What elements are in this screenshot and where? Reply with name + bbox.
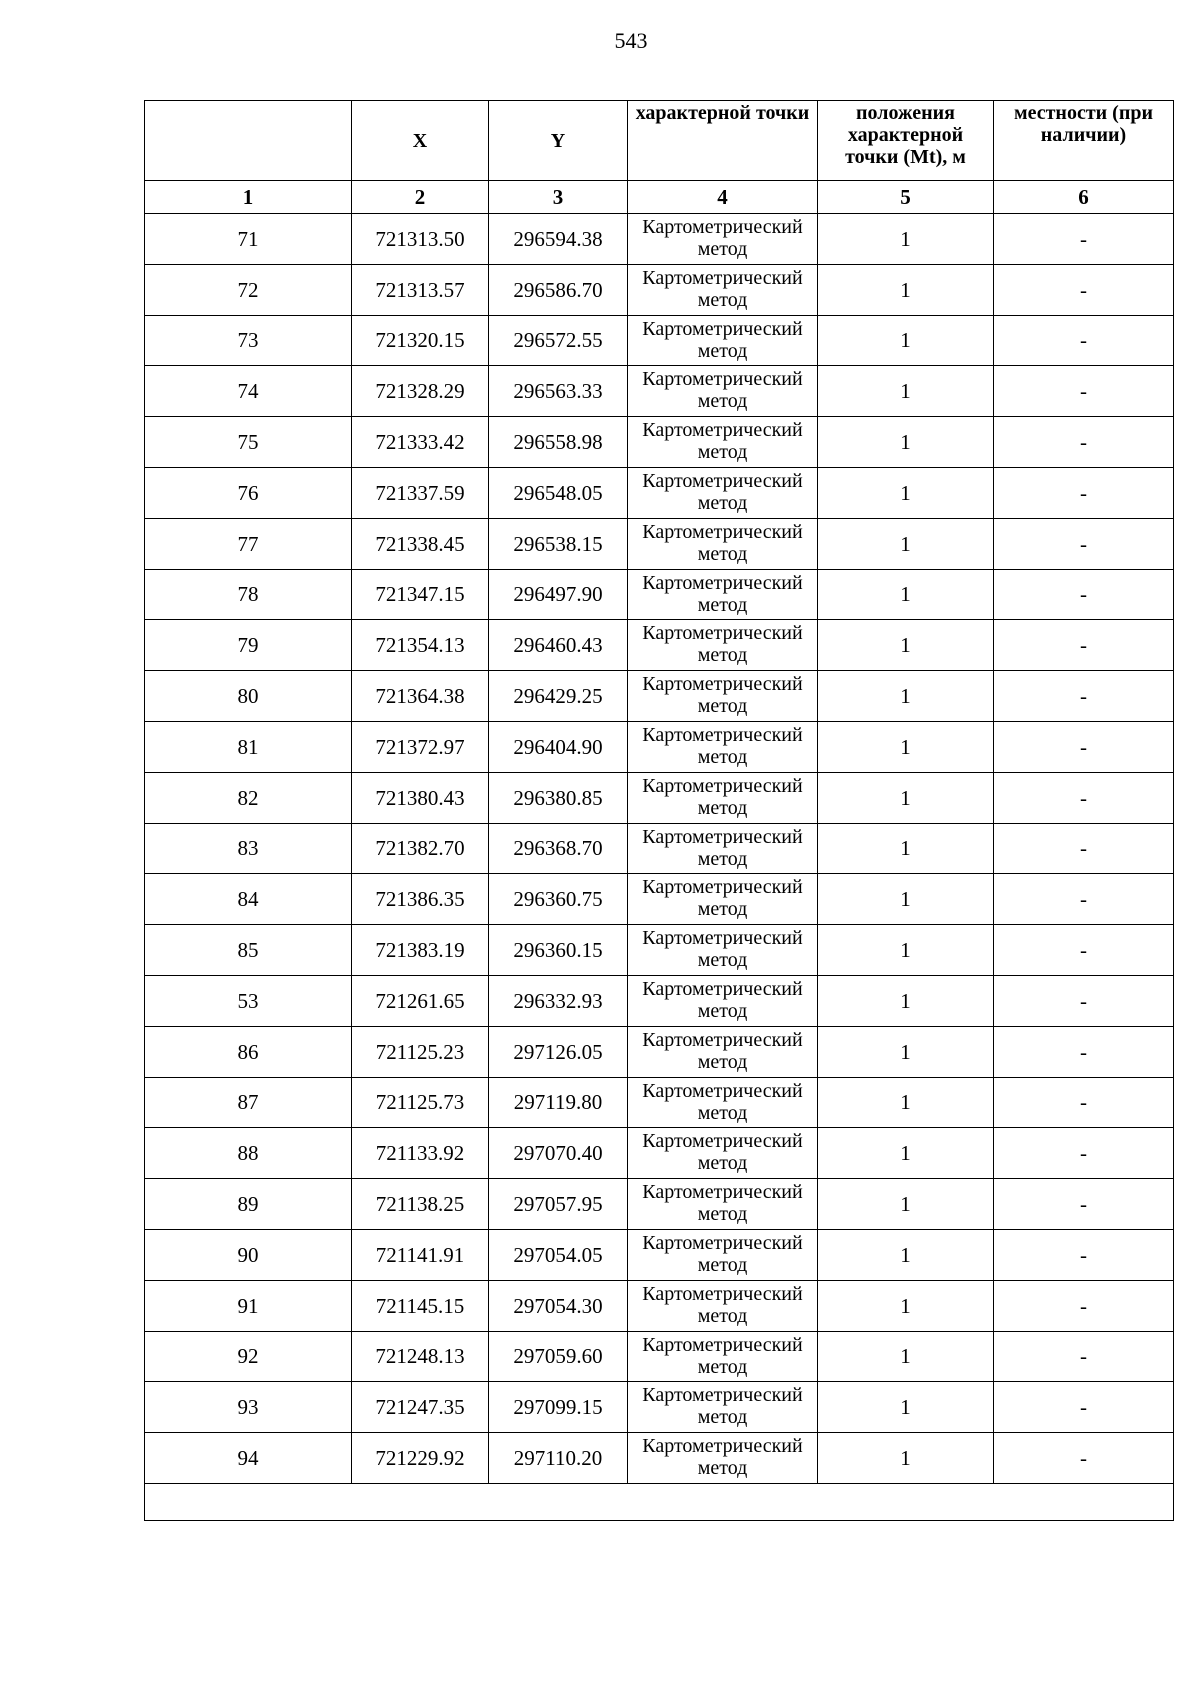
y-coordinate-cell: 297126.05 xyxy=(489,1026,628,1077)
method-text: Картометрический метод xyxy=(642,1333,803,1378)
method-cell xyxy=(628,1026,818,1077)
header-method: характерной точки xyxy=(628,101,818,181)
x-coordinate-cell: 721354.13 xyxy=(352,620,489,671)
description-cell: - xyxy=(994,518,1174,569)
method-cell xyxy=(628,417,818,468)
table-row xyxy=(145,1128,1174,1179)
point-number-cell: 82 xyxy=(145,772,352,823)
x-coordinate-cell: 721320.15 xyxy=(352,315,489,366)
description-cell: - xyxy=(994,874,1174,925)
accuracy-cell: 1 xyxy=(818,1128,994,1179)
description-cell: - xyxy=(994,315,1174,366)
x-coordinate-cell: 721383.19 xyxy=(352,925,489,976)
y-coordinate-cell: 297057.95 xyxy=(489,1179,628,1230)
x-coordinate-cell: 721380.43 xyxy=(352,772,489,823)
method-cell xyxy=(628,1331,818,1382)
method-text: Картометрический метод xyxy=(642,1231,803,1276)
description-cell: - xyxy=(994,1026,1174,1077)
y-coordinate-cell: 296586.70 xyxy=(489,264,628,315)
accuracy-cell: 1 xyxy=(818,1382,994,1433)
table-row xyxy=(145,671,1174,722)
table-row xyxy=(145,772,1174,823)
method-text: Картометрический метод xyxy=(642,1181,803,1226)
y-coordinate-cell: 296548.05 xyxy=(489,467,628,518)
accuracy-cell: 1 xyxy=(818,366,994,417)
method-text: Картометрический метод xyxy=(642,673,803,718)
method-text: Картометрический метод xyxy=(642,368,803,413)
method-cell xyxy=(628,214,818,265)
accuracy-cell: 1 xyxy=(818,214,994,265)
description-cell: - xyxy=(994,1128,1174,1179)
method-text: Картометрический метод xyxy=(642,419,803,464)
y-coordinate-cell: 296429.25 xyxy=(489,671,628,722)
accuracy-cell: 1 xyxy=(818,467,994,518)
table-row xyxy=(145,925,1174,976)
method-text: Картометрический метод xyxy=(642,622,803,667)
method-cell xyxy=(628,772,818,823)
x-coordinate-cell: 721125.73 xyxy=(352,1077,489,1128)
column-number: 5 xyxy=(818,181,994,214)
method-text: Картометрический метод xyxy=(642,723,803,768)
y-coordinate-cell: 297099.15 xyxy=(489,1382,628,1433)
accuracy-cell: 1 xyxy=(818,874,994,925)
point-number-cell: 92 xyxy=(145,1331,352,1382)
y-coordinate-cell: 297110.20 xyxy=(489,1433,628,1484)
method-text: Картометрический метод xyxy=(642,216,803,260)
y-coordinate-cell: 296332.93 xyxy=(489,975,628,1026)
table-row xyxy=(145,1382,1174,1433)
table-row xyxy=(145,417,1174,468)
y-coordinate-cell: 296558.98 xyxy=(489,417,628,468)
table-footer-row xyxy=(145,1483,1174,1520)
method-cell xyxy=(628,1433,818,1484)
header-point-number xyxy=(145,101,352,181)
page-number: 543 xyxy=(614,28,648,53)
method-text: Картометрический метод xyxy=(642,876,803,921)
y-coordinate-cell: 296497.90 xyxy=(489,569,628,620)
point-number-cell: 85 xyxy=(145,925,352,976)
accuracy-cell: 1 xyxy=(818,315,994,366)
accuracy-cell: 1 xyxy=(818,1229,994,1280)
description-cell: - xyxy=(994,925,1174,976)
x-coordinate-cell: 721261.65 xyxy=(352,975,489,1026)
description-cell: - xyxy=(994,671,1174,722)
y-coordinate-cell: 296572.55 xyxy=(489,315,628,366)
description-cell: - xyxy=(994,1382,1174,1433)
x-coordinate-cell: 721338.45 xyxy=(352,518,489,569)
method-text: Картометрический метод xyxy=(642,266,803,311)
table-row xyxy=(145,1331,1174,1382)
x-coordinate-cell: 721125.23 xyxy=(352,1026,489,1077)
x-coordinate-cell: 721145.15 xyxy=(352,1280,489,1331)
description-cell: - xyxy=(994,366,1174,417)
method-cell xyxy=(628,925,818,976)
point-number-cell: 89 xyxy=(145,1179,352,1230)
point-number-cell: 76 xyxy=(145,467,352,518)
description-cell: - xyxy=(994,721,1174,772)
method-cell xyxy=(628,823,818,874)
x-coordinate-cell: 721382.70 xyxy=(352,823,489,874)
method-text: Картометрический метод xyxy=(642,1435,803,1480)
accuracy-cell: 1 xyxy=(818,264,994,315)
method-cell xyxy=(628,874,818,925)
method-cell xyxy=(628,1280,818,1331)
header-description: местности (при наличии) xyxy=(994,101,1174,181)
point-number-cell: 94 xyxy=(145,1433,352,1484)
y-coordinate-cell: 296360.75 xyxy=(489,874,628,925)
x-coordinate-cell: 721364.38 xyxy=(352,671,489,722)
method-text: Картометрический метод xyxy=(642,825,803,870)
method-cell xyxy=(628,569,818,620)
table-row xyxy=(145,1179,1174,1230)
method-text: Картометрический метод xyxy=(642,1130,803,1175)
accuracy-cell: 1 xyxy=(818,925,994,976)
accuracy-cell: 1 xyxy=(818,1331,994,1382)
method-text: Картометрический метод xyxy=(642,927,803,972)
description-cell: - xyxy=(994,569,1174,620)
method-cell xyxy=(628,975,818,1026)
description-cell: - xyxy=(994,772,1174,823)
x-coordinate-cell: 721386.35 xyxy=(352,874,489,925)
column-number: 3 xyxy=(489,181,628,214)
table-row xyxy=(145,975,1174,1026)
table-header-row xyxy=(145,101,1174,181)
accuracy-cell: 1 xyxy=(818,671,994,722)
table-row xyxy=(145,264,1174,315)
point-number-cell: 81 xyxy=(145,721,352,772)
point-number-cell: 90 xyxy=(145,1229,352,1280)
description-cell: - xyxy=(994,975,1174,1026)
coordinates-table xyxy=(144,100,1174,1521)
column-number: 4 xyxy=(628,181,818,214)
accuracy-cell: 1 xyxy=(818,1433,994,1484)
table-row xyxy=(145,620,1174,671)
y-coordinate-cell: 296368.70 xyxy=(489,823,628,874)
x-coordinate-cell: 721133.92 xyxy=(352,1128,489,1179)
accuracy-cell: 1 xyxy=(818,417,994,468)
point-number-cell: 72 xyxy=(145,264,352,315)
accuracy-cell: 1 xyxy=(818,721,994,772)
header-accuracy: положения характерной точки (Mt), м xyxy=(818,101,994,181)
y-coordinate-cell: 296404.90 xyxy=(489,721,628,772)
column-number: 2 xyxy=(352,181,489,214)
description-cell: - xyxy=(994,1433,1174,1484)
table-row xyxy=(145,315,1174,366)
table-row xyxy=(145,1229,1174,1280)
x-coordinate-cell: 721141.91 xyxy=(352,1229,489,1280)
x-coordinate-cell: 721313.50 xyxy=(352,214,489,265)
description-cell: - xyxy=(994,1280,1174,1331)
point-number-cell: 88 xyxy=(145,1128,352,1179)
y-coordinate-cell: 297054.05 xyxy=(489,1229,628,1280)
column-number-row xyxy=(145,181,1174,214)
table-row xyxy=(145,518,1174,569)
x-coordinate-cell: 721138.25 xyxy=(352,1179,489,1230)
description-cell: - xyxy=(994,417,1174,468)
table-row xyxy=(145,366,1174,417)
method-cell xyxy=(628,518,818,569)
point-number-cell: 74 xyxy=(145,366,352,417)
y-coordinate-cell: 297059.60 xyxy=(489,1331,628,1382)
description-cell: - xyxy=(994,1077,1174,1128)
method-text: Картометрический метод xyxy=(642,774,803,819)
method-cell xyxy=(628,721,818,772)
point-number-cell: 93 xyxy=(145,1382,352,1433)
method-cell xyxy=(628,671,818,722)
point-number-cell: 91 xyxy=(145,1280,352,1331)
description-cell: - xyxy=(994,1179,1174,1230)
description-cell: - xyxy=(994,1229,1174,1280)
point-number-cell: 80 xyxy=(145,671,352,722)
x-coordinate-cell: 721337.59 xyxy=(352,467,489,518)
table-row xyxy=(145,874,1174,925)
x-coordinate-cell: 721248.13 xyxy=(352,1331,489,1382)
method-cell xyxy=(628,1077,818,1128)
header-y: Y xyxy=(489,101,628,181)
description-cell: - xyxy=(994,467,1174,518)
point-number-cell: 84 xyxy=(145,874,352,925)
method-cell xyxy=(628,264,818,315)
accuracy-cell: 1 xyxy=(818,772,994,823)
description-cell: - xyxy=(994,1331,1174,1382)
table-row xyxy=(145,823,1174,874)
description-cell: - xyxy=(994,620,1174,671)
method-text: Картометрический метод xyxy=(642,469,803,514)
description-cell: - xyxy=(994,264,1174,315)
point-number-cell: 78 xyxy=(145,569,352,620)
method-text: Картометрический метод xyxy=(642,1282,803,1327)
description-cell: - xyxy=(994,214,1174,265)
point-number-cell: 53 xyxy=(145,975,352,1026)
point-number-cell: 73 xyxy=(145,315,352,366)
table-row xyxy=(145,214,1174,265)
column-number: 1 xyxy=(145,181,352,214)
table-row xyxy=(145,1026,1174,1077)
x-coordinate-cell: 721333.42 xyxy=(352,417,489,468)
y-coordinate-cell: 296380.85 xyxy=(489,772,628,823)
header-x: X xyxy=(352,101,489,181)
point-number-cell: 83 xyxy=(145,823,352,874)
point-number-cell: 86 xyxy=(145,1026,352,1077)
point-number-cell: 79 xyxy=(145,620,352,671)
accuracy-cell: 1 xyxy=(818,1077,994,1128)
accuracy-cell: 1 xyxy=(818,1179,994,1230)
accuracy-cell: 1 xyxy=(818,1280,994,1331)
description-cell: - xyxy=(994,823,1174,874)
x-coordinate-cell: 721247.35 xyxy=(352,1382,489,1433)
y-coordinate-cell: 296538.15 xyxy=(489,518,628,569)
accuracy-cell: 1 xyxy=(818,1026,994,1077)
table-row xyxy=(145,721,1174,772)
y-coordinate-cell: 296360.15 xyxy=(489,925,628,976)
column-number: 6 xyxy=(994,181,1174,214)
method-text: Картометрический метод xyxy=(642,1079,803,1124)
method-text: Картометрический метод xyxy=(642,977,803,1022)
x-coordinate-cell: 721229.92 xyxy=(352,1433,489,1484)
accuracy-cell: 1 xyxy=(818,975,994,1026)
accuracy-cell: 1 xyxy=(818,569,994,620)
accuracy-cell: 1 xyxy=(818,620,994,671)
method-cell xyxy=(628,467,818,518)
method-text: Картометрический метод xyxy=(642,571,803,616)
method-text: Картометрический метод xyxy=(642,520,803,565)
method-cell xyxy=(628,366,818,417)
table-footer-cell xyxy=(145,1483,1174,1520)
method-cell xyxy=(628,1128,818,1179)
table-row xyxy=(145,467,1174,518)
method-text: Картометрический метод xyxy=(642,1384,803,1429)
table-row xyxy=(145,1433,1174,1484)
point-number-cell: 71 xyxy=(145,214,352,265)
point-number-cell: 87 xyxy=(145,1077,352,1128)
method-cell xyxy=(628,1229,818,1280)
table-row xyxy=(145,569,1174,620)
table-row xyxy=(145,1280,1174,1331)
y-coordinate-cell: 297070.40 xyxy=(489,1128,628,1179)
method-text: Картометрический метод xyxy=(642,317,803,362)
x-coordinate-cell: 721372.97 xyxy=(352,721,489,772)
point-number-cell: 77 xyxy=(145,518,352,569)
y-coordinate-cell: 297119.80 xyxy=(489,1077,628,1128)
method-text: Картометрический метод xyxy=(642,1028,803,1073)
accuracy-cell: 1 xyxy=(818,823,994,874)
method-cell xyxy=(628,315,818,366)
y-coordinate-cell: 296594.38 xyxy=(489,214,628,265)
method-cell xyxy=(628,1382,818,1433)
y-coordinate-cell: 296460.43 xyxy=(489,620,628,671)
x-coordinate-cell: 721313.57 xyxy=(352,264,489,315)
x-coordinate-cell: 721347.15 xyxy=(352,569,489,620)
accuracy-cell: 1 xyxy=(818,518,994,569)
x-coordinate-cell: 721328.29 xyxy=(352,366,489,417)
table-row xyxy=(145,1077,1174,1128)
y-coordinate-cell: 297054.30 xyxy=(489,1280,628,1331)
method-cell xyxy=(628,620,818,671)
method-cell xyxy=(628,1179,818,1230)
y-coordinate-cell: 296563.33 xyxy=(489,366,628,417)
point-number-cell: 75 xyxy=(145,417,352,468)
